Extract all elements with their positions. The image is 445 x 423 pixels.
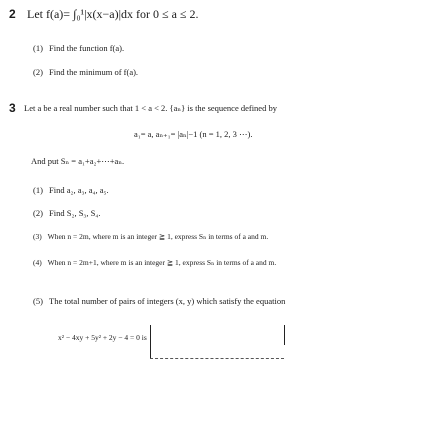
item-text: Find S₂, S₃, S₄. [49,208,101,218]
problem-5-equation: x² − 4xy + 5y² + 2y − 4 = 0 is [58,333,147,342]
item-text: When n = 2m, where m is an integer ≧ 1, express Sₙ in terms of a and m. [47,232,269,241]
item-text: Find the minimum of f(a). [49,67,139,77]
answer-box-left-border [150,325,151,359]
answer-box-right-border [284,325,285,345]
item-label: (2) [33,208,43,218]
problem-3-item-4 [33,258,276,267]
problem-5 [33,296,285,306]
problem-3-number: 3 [9,101,16,115]
item-label: (1) [33,43,43,53]
item-text: The total number of pairs of integers (x, y) which satisfy the equation [49,296,286,306]
problem-3-recurrence: a₁= a, aₙ₊₁= |aₙ|−1 (n = 1, 2, 3 ⋯). [134,129,253,139]
problem-2-number: 2 [9,7,16,21]
problem-2-item-1 [33,43,124,53]
item-label: (3) [33,232,42,241]
problem-3-item-1 [33,185,109,195]
problem-2-item-2 [33,67,138,77]
item-text: Find a₂, a₃, a₄, a₅. [49,185,109,195]
answer-box-bottom-border [150,358,284,359]
item-label: (5) [33,296,43,306]
problem-3-item-2 [33,208,100,218]
item-text: Find the function f(a). [49,43,125,53]
item-text: When n = 2m+1, where m is an integer ≧ 1, express Sₙ in terms of a and m. [47,258,277,267]
item-label: (4) [33,258,42,267]
problem-3-intro: Let a be a real number such that 1 < a < 2. {aₙ} is the sequence defined by [24,103,277,113]
problem-3-sum-definition: And put Sₙ = a₁+a₂+⋯+aₙ. [31,156,125,166]
problem-2-statement: Let f(a)= ∫₀¹|x(x−a)|dx for 0 ≤ a ≤ 2. [27,7,199,21]
problem-3-item-3 [33,232,268,241]
item-label: (2) [33,67,43,77]
item-label: (1) [33,185,43,195]
